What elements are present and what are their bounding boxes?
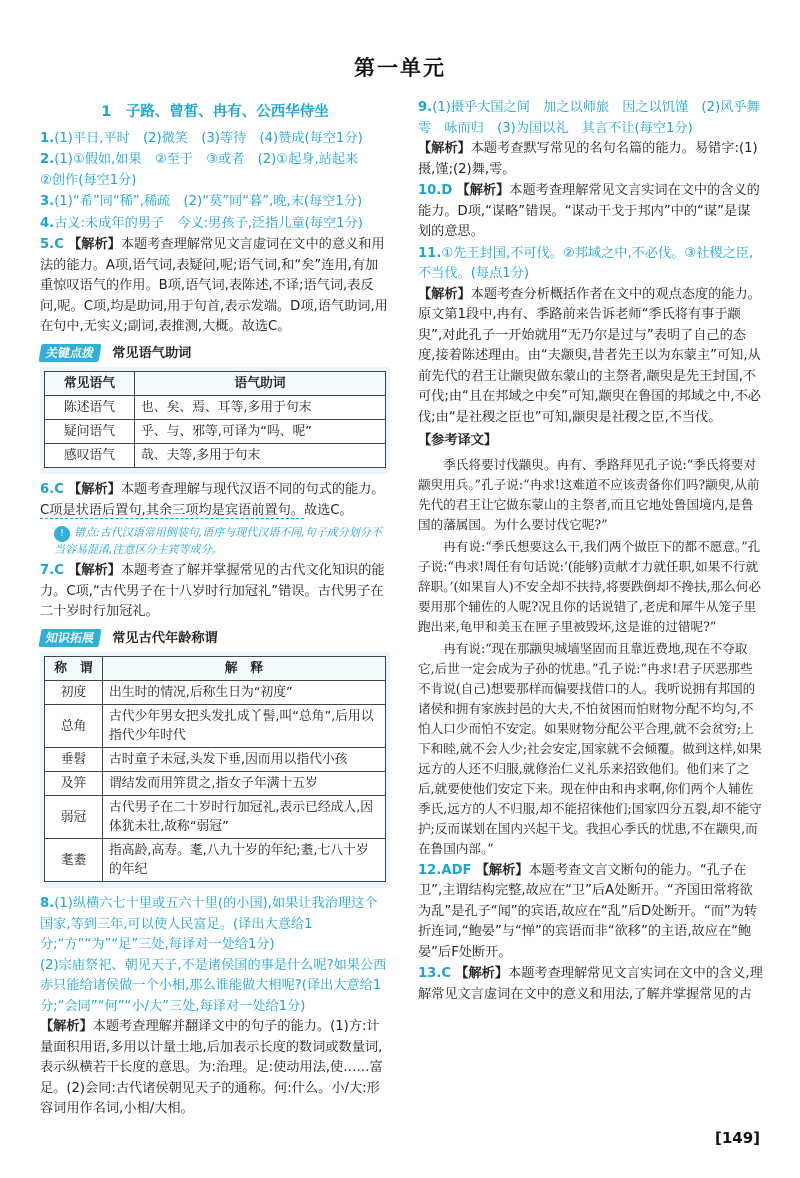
knowledge-tag: 知识拓展 [38,629,101,647]
answer-2: 2.(1)①假如,如果 ②至于 ③或者 (2)①起身,站起来 ②创作(每空1分) [40,152,359,188]
answer-6: 6.C 【解析】本题考查理解与现代汉语不同的句式的能力。C项是状语后置句,其余三项均是宾语前置句。故选C。 [40,482,385,518]
answer-1: 1.(1)平日,平时 (2)微笑 (3)等待 (4)赞成(每空1分) [40,130,363,146]
table-row: 弱冠 古代男子在二十岁时行加冠礼,表示已经成人,因体犹未壮,故称“弱冠” [45,796,386,839]
table-row: 疑问语气 乎、与、邪等,可译为“吗、呢” [45,420,386,444]
table-row: 陈述语气 也、矣、焉、耳等,多用于句末 [45,396,386,420]
answer-10: 10.D 【解析】本题考查理解常见文言实词在文中的含义的能力。D项,“谋略”错误。“谋动干戈于邦内”中的“谋”是谋划的意思。 [418,183,760,239]
table-row: 总角 古代少年男女把头发扎成丫髻,叫“总角”,后用以指代少年时代 [45,705,386,748]
age-title-table: 称 谓 解 释 初度 出生时的情况,后称生日为“初度” 总角 古代少年男女把头发扎成丫髻,叫“总角”,后用以指代少年时代 垂髫 古时童子未冠,头发下垂,因而用以指代小孩 及笄 谓结发而用笄贯之,指女子年满十五岁 弱冠 古代男子在二十岁时行加冠礼,表示已经成人,因体犹未壮,故称“弱冠” 耄耋 指高龄,高寿。耄,八九十岁的年纪;耋,七八十岁的年纪 [44,656,386,882]
unit-title: 第一单元 [354,56,446,80]
table-row: 垂髫 古时童子未冠,头发下垂,因而用以指代小孩 [45,748,386,772]
translation-paragraph: 季氏将要讨伐颛臾。冉有、季路拜见孔子说:“季氏将要对颛臾用兵。”孔子说:“冉求!这难道不应该责备你们吗?颛臾,从前先代的君王让它做东蒙山的主祭者,而且它地处鲁国境内,是鲁国的藩属国。为什么要讨伐它呢?” [418,456,760,532]
warning-icon: ! [54,526,70,542]
left-column [40,96,390,1121]
key-point-tag: 关键点拨 [38,344,101,362]
answer-8: 8.(1)纵横六七十里或五六十里(的小国),如果让我治理这个国家,等到三年,可以使人民富足。(译出大意给1分;“方”“为”“足”三处,每译对一处给1分) (2)宗庙祭祀、朝见天子,不是诸侯国的事是什么呢?如果公西赤只能给诸侯做一个小相,那么谁能做大相呢?(译出大意给1分;“会同”“何”“小/大”三处,每译对一处给1分) 【解析】本题考查理解并翻译文中的句子的能力。(1)方:计量面积用语,多用以计量土地,后加表示长度的数词或数量词,表示纵横若干长度的意思。为:治理。足:使动用法,使……富足。(2)会同:古代诸侯朝见天子的通称。何:什么。小/大:形容词用作名词,小相/大相。 [40,896,387,1116]
knowledge-box [40,629,390,889]
table-row: 感叹语气 哉、夫等,多用于句末 [45,444,386,468]
answer-13: 13.C 【解析】本题考查理解常见文言实词在文中的含义,理解常见文言虚词在文中的意义和用法,了解并掌握常见的古 [418,966,763,1002]
table-row: 初度 出生时的情况,后称生日为“初度” [45,681,386,705]
translation-paragraph: 冉有说:“季氏想要这么干,我们两个做臣下的都不愿意。”孔子说:“冉求!周任有句话说:‘(能够)贡献才力就任职,如果不行就辞职。’(如果盲人)不安全却不扶持,将要跌倒却不搀扶,那么何必要用那个辅佐的人呢?况且你的话说错了,老虎和犀牛从笼子里跑出来,龟甲和美玉在匣子里被毁坏,这是谁的过错呢?” [418,538,761,634]
key-point-box [40,344,390,475]
answer-12: 12.ADF 【解析】本题考查文言文断句的能力。“孔子在卫”,主谓结构完整,故应在“卫”后A处断开。“齐国田常将欲为乱”是孔子“闻”的宾语,故应在“乱”后D处断开。“而”为转折连词,“鲍晏”与“惮”的宾语而非“欲移”的主语,故应在“鲍晏”后F处断开。 [418,862,758,960]
answer-11: 11.①先王封国,不可伐。②邦域之中,不必伐。③社稷之臣, 不当伐。(每点1分) 【解析】本题考查分析概括作者在文中的观点态度的能力。原文第1段中,冉有、季路前来告诉老师“季氏将有事于颛臾”,对此孔子一开始就用“无乃尔是过与”表明了自己的态度,接着陈述理由。由“夫颛臾,昔者先王以为东蒙主”可知,从前先代的君王让颛臾做东蒙山的主祭者,颛臾是先王封国,不可伐;由“且在邦域之中矣”可知,颛臾在鲁国的邦域之中,不必伐;由“是社稷之臣也”可知,颛臾是社稷之臣,不当伐。 [418,245,761,425]
answer-9: 9.(1)摄乎大国之间 加之以师旅 因之以饥馑 (2)风乎舞 雩 咏而归 (3)为国以礼 其言不让(每空1分) 【解析】本题考查默写常见的名句名篇的能力。易错字:(1)摄,馑;(2)舞,雩。 [418,100,760,177]
table-row: 耄耋 指高龄,高寿。耄,八九十岁的年纪;耋,七八十岁的年纪 [45,839,386,882]
error-tip: ! 错点:古代汉语常用倒装句,语序与现代汉语不同,句子成分划分不当容易混淆,注意区分主宾等成分。 [54,526,382,556]
key-point-title: 常见语气助词 [112,345,192,361]
reference-translation-heading: 【参考译文】 [418,433,498,448]
knowledge-title: 常见古代年龄称谓 [112,630,218,646]
answer-5: 5.C 【解析】本题考查理解常见文言虚词在文中的意义和用法的能力。A项,语气词,表疑问,呢;语气词,和“矣”连用,有加重惊叹语气的作用。B项,语气词,表陈述,不译;语气词,表反问,呢。C项,均是助词,用于句首,表示发端。D项,语气助词,用在句中,无实义;副词,表推测,大概。故选C。 [40,237,388,334]
answer-3: 3.(1)“希”同“稀”,稀疏 (2)“莫”同“暮”,晚,末(每空1分) [40,194,363,209]
lesson-title: 1 子路、曾皙、冉有、公西华侍坐 [101,104,329,120]
right-column [418,98,763,1006]
table-row: 及笄 谓结发而用笄贯之,指女子年满十五岁 [45,772,386,796]
answer-7: 7.C 【解析】本题考查了解并掌握常见的古代文化知识的能力。C项,“古代男子在十八岁时行加冠礼”错误。古代男子在二十岁时行加冠礼。 [40,563,385,619]
translation-paragraph: 冉有说:“现在那颛臾城墙坚固而且靠近费地,现在不夺取它,后世一定会成为子孙的忧患。”孔子说:“冉求!君子厌恶那些不肯说(自己)想要那样而偏要找借口的人。我听说拥有邦国的诸侯和拥有家族封邑的大夫,不怕贫困而怕财物分配不均匀,不怕人口少而怕不安定。如果财物分配公平合理,就不会贫穷;上下和睦,就不会人少;社会安定,国家就不会倾覆。做到这样,如果远方的人还不归服,就修治仁义礼乐来招致他们。他们来了之后,就要使他们安定下来。现在仲由和冉求啊,你们两个人辅佐季氏,远方的人不归服,却不能招徕他们;国家四分五裂,却不能守护;反而谋划在国内兴起干戈。我担心季氏的忧患,不在颛臾,而在鲁国内部。” [418,640,762,856]
page-number: [149] [714,1128,760,1147]
answer-4: 4.古义:未成年的男子 今义:男孩子,泛指儿童(每空1分) [40,215,363,231]
mood-particle-table: 常见语气 语气助词 陈述语气 也、矣、焉、耳等,多用于句末 疑问语气 乎、与、邪等,可译为“吗、呢” 感叹语气 哉、夫等,多用于句末 [44,371,386,468]
